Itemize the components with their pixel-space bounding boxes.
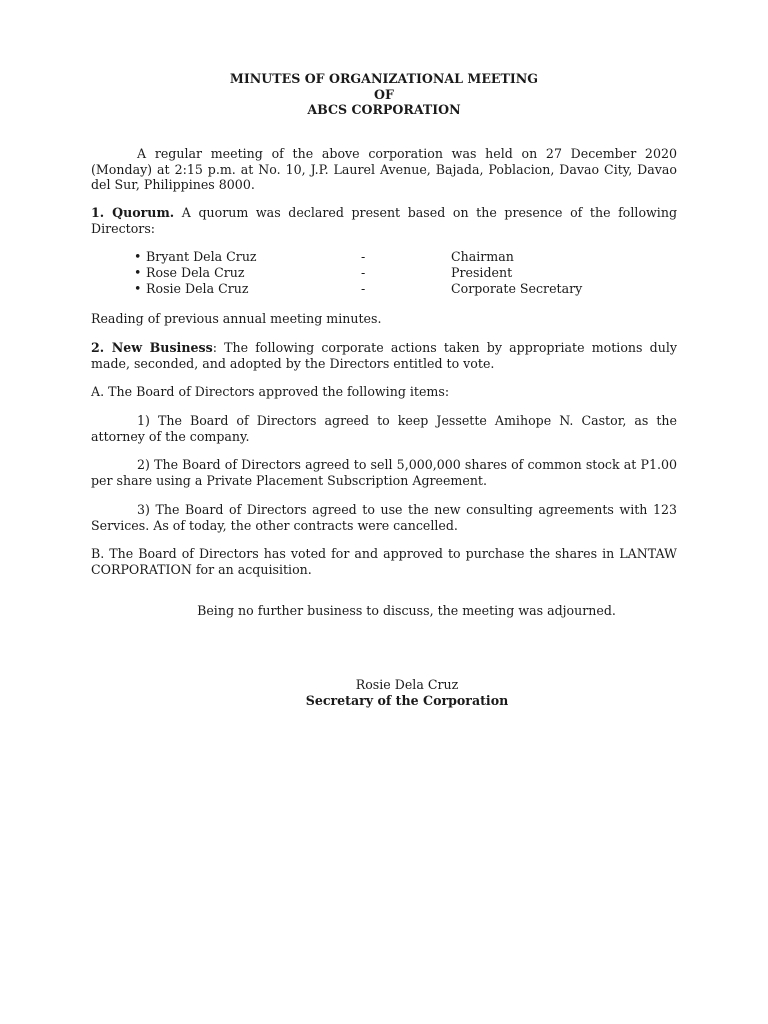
section-a-item-2: 2) The Board of Directors agreed to sell 5,000,000 shares of common stock at P1.00 per share using a Private Placement Subscription Agreement. xyxy=(91,457,677,488)
signature-block xyxy=(0,677,768,708)
director-role: President xyxy=(451,265,513,280)
quorum-text: A quorum was declared present based on the presence of the following Directors: xyxy=(91,205,678,236)
title-line-3: ABCS CORPORATION xyxy=(307,102,461,117)
title-line-2: OF xyxy=(374,86,394,102)
document-title xyxy=(0,71,768,118)
new-business-paragraph xyxy=(91,340,677,371)
bullet: • xyxy=(134,249,142,264)
quorum-heading: 1. Quorum. xyxy=(91,205,175,220)
director-name: Rosie Dela Cruz xyxy=(146,281,249,296)
director-name: Rose Dela Cruz xyxy=(146,265,245,280)
adjournment-line: Being no further business to discuss, the meeting was adjourned. xyxy=(197,603,616,618)
director-role: Corporate Secretary xyxy=(451,281,583,296)
quorum-paragraph xyxy=(91,205,677,236)
director-row xyxy=(134,281,654,297)
new-business-heading: 2. New Business xyxy=(91,340,213,355)
directors-list xyxy=(134,249,654,297)
director-row xyxy=(134,249,654,265)
section-a-item-1: 1) The Board of Directors agreed to keep Jessette Amihope N. Castor, as the attorney of the company. xyxy=(91,413,677,444)
new-business-text: : The following corporate actions taken by appropriate motions duly made, seconded, and adopted by the Directors entitled to vote. xyxy=(91,340,677,371)
signatory-title: Secretary of the Corporation xyxy=(305,692,509,708)
reading-paragraph: Reading of previous annual meeting minutes. xyxy=(91,311,382,326)
section-a-item-3: 3) The Board of Directors agreed to use the new consulting agreements with 123 Services. As of today, the other contracts were cancelled. xyxy=(91,502,677,533)
separator-dash: - xyxy=(361,281,366,296)
director-row xyxy=(134,265,654,281)
separator-dash: - xyxy=(361,249,366,264)
section-b-paragraph: B. The Board of Directors has voted for and approved to purchase the shares in LANTAW CORPORATION for an acquisition. xyxy=(91,546,677,577)
title-line-1: MINUTES OF ORGANIZATIONAL MEETING xyxy=(229,71,539,86)
director-role: Chairman xyxy=(451,249,514,264)
bullet: • xyxy=(134,265,142,280)
signatory-name: Rosie Dela Cruz xyxy=(355,677,459,692)
intro-paragraph: A regular meeting of the above corporation was held on 27 December 2020 (Monday) at 2:15 p.m. at No. 10, J.P. Laurel Avenue, Bajada, Poblacion, Davao City, Davao del Sur, Philippines 8000. xyxy=(91,146,677,192)
separator-dash: - xyxy=(361,265,366,280)
bullet: • xyxy=(134,281,142,296)
section-a-intro: A. The Board of Directors approved the following items: xyxy=(91,384,450,399)
director-name: Bryant Dela Cruz xyxy=(146,249,257,264)
